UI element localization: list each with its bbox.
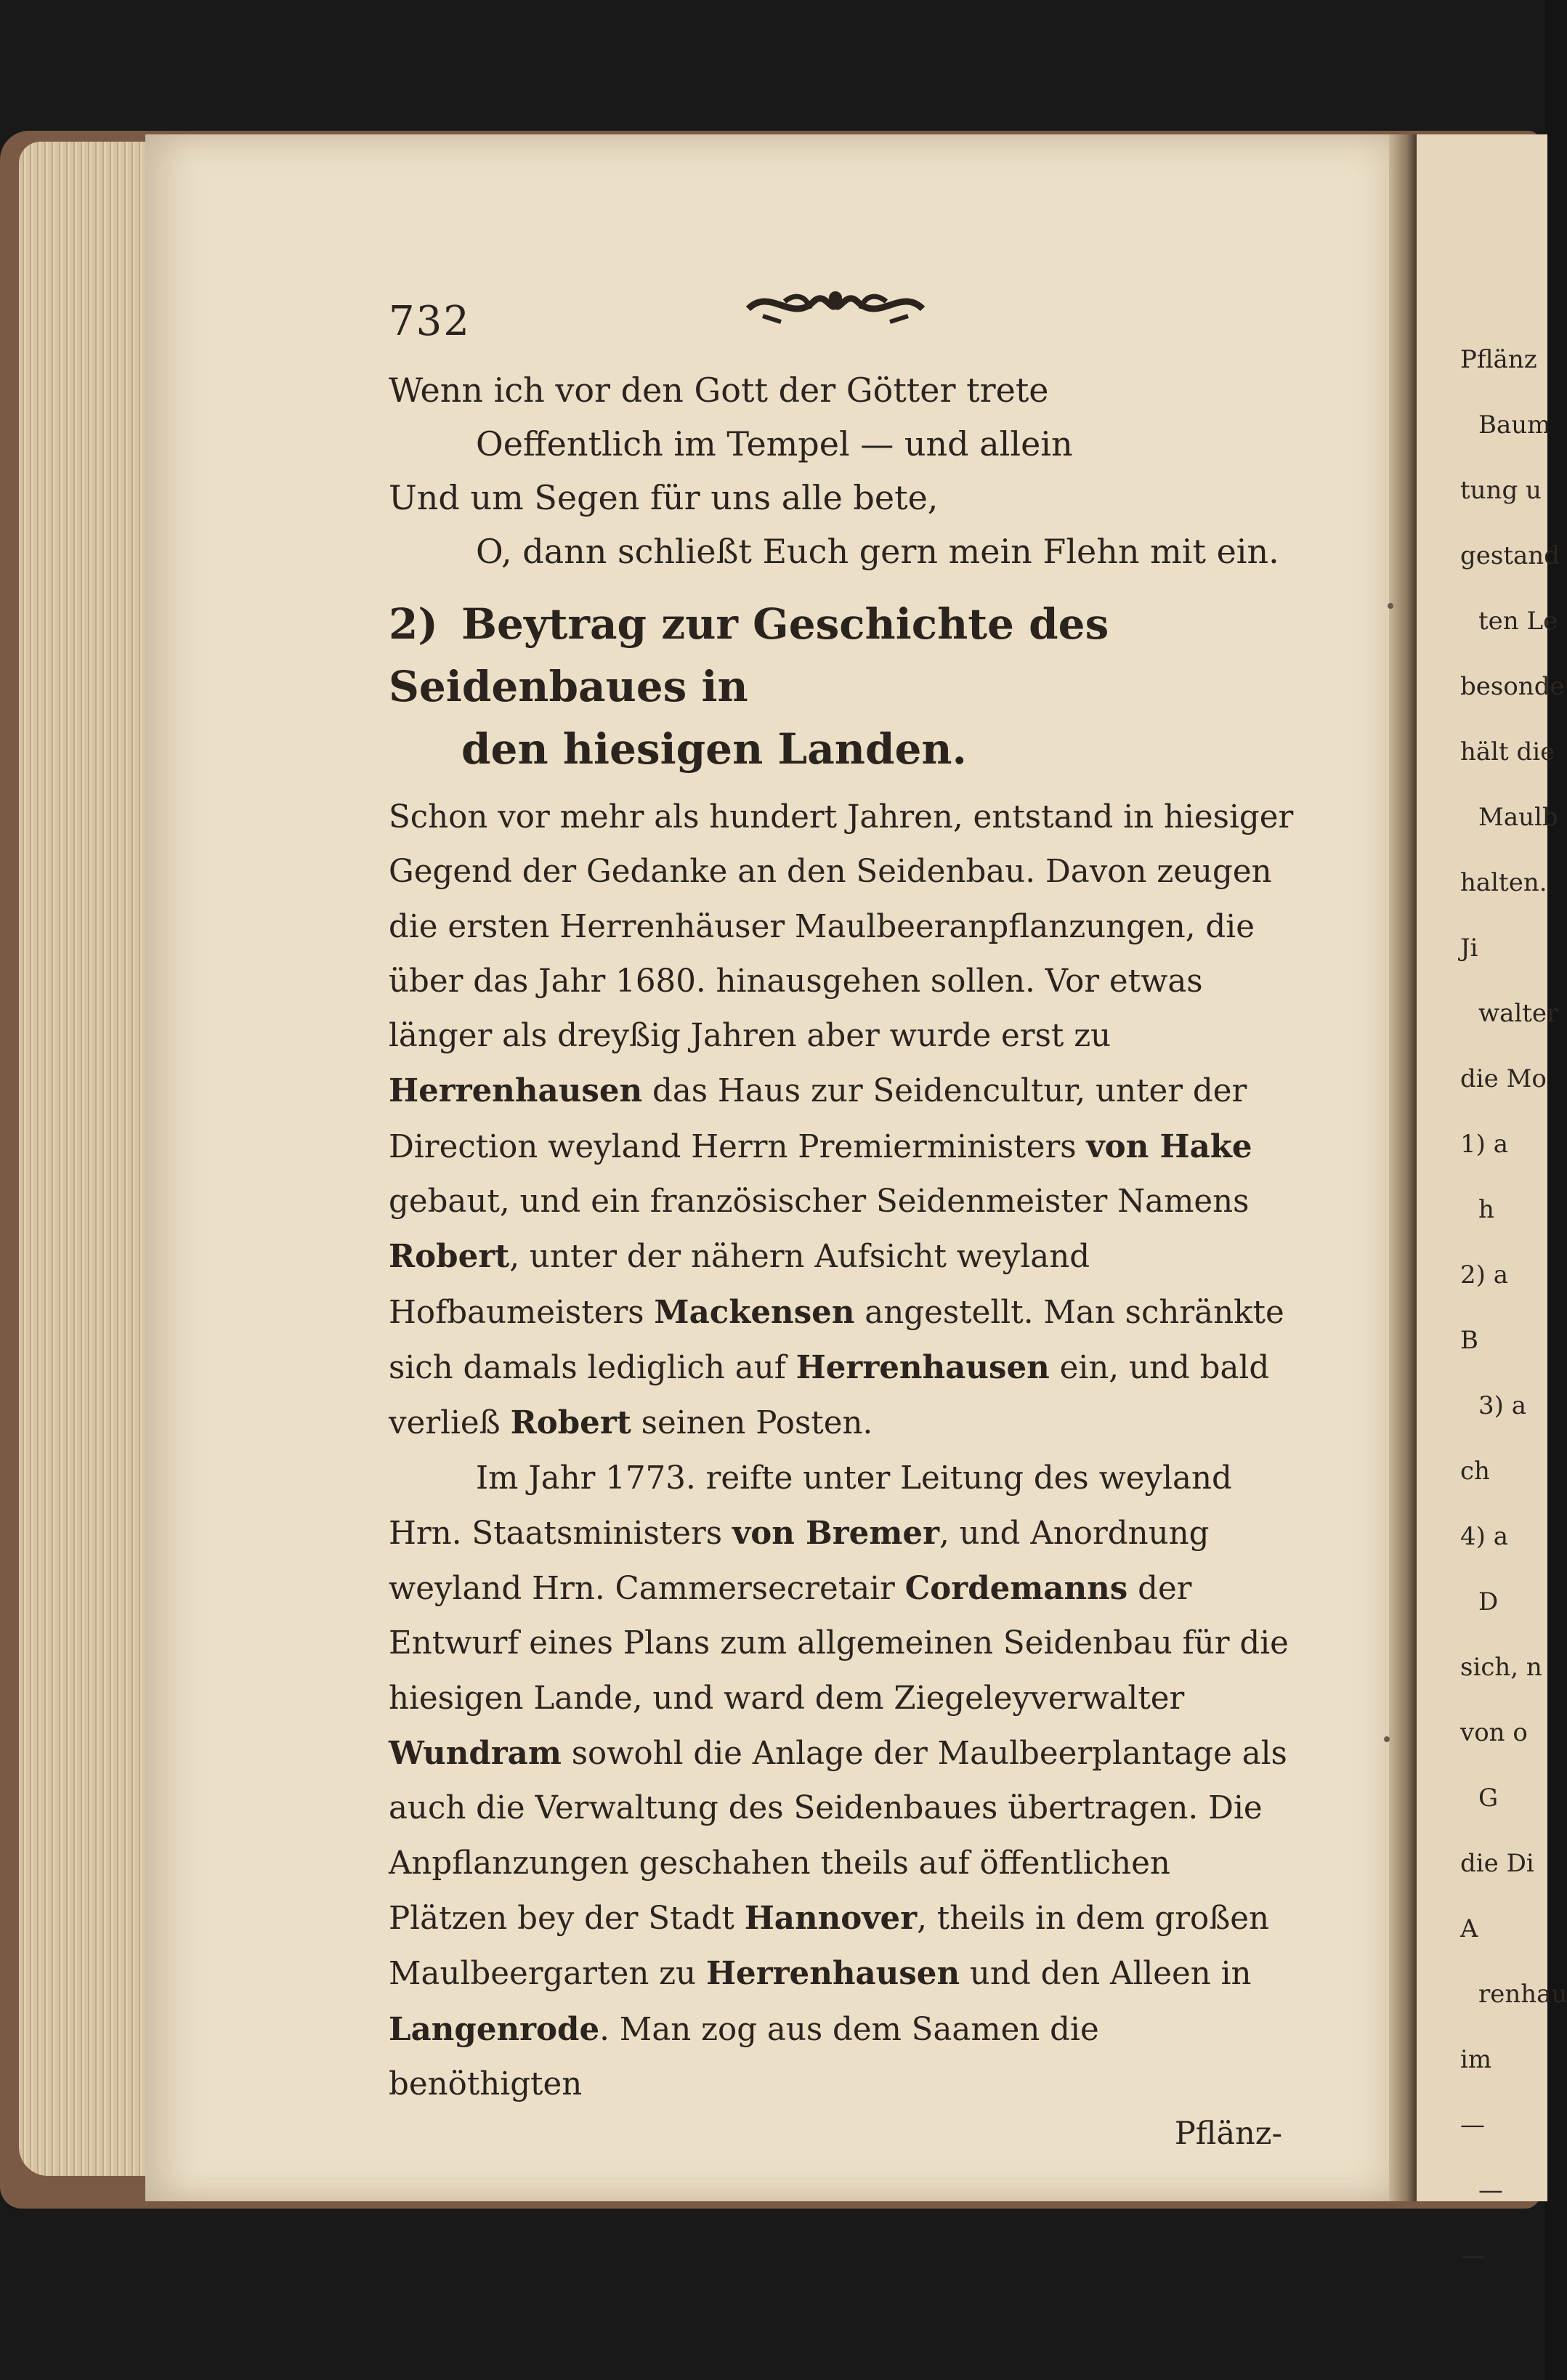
stain-mark — [1384, 1736, 1390, 1742]
facing-page-fragment: — — [1478, 2176, 1503, 2205]
facing-page-fragment: von o — [1460, 1718, 1528, 1747]
facing-page-fragment: G — [1478, 1784, 1499, 1813]
facing-page-fragment: ten Le — [1478, 607, 1558, 636]
paragraph-1-text: ein, und bald verließ — [389, 1349, 1270, 1442]
poem-line: Wenn ich vor den Gott der Götter trete — [389, 371, 1049, 410]
book-gutter — [1389, 134, 1418, 2201]
heading-line-1: Beytrag zur Geschichte des Seidenbaues in — [389, 599, 1109, 711]
emphasis-wundram: Wundram — [389, 1735, 562, 1773]
facing-page-fragment: die Mo — [1460, 1064, 1547, 1093]
emphasis-cordemanns: Cordemanns — [904, 1570, 1128, 1608]
paragraph-1-text: angestellt. Man schränkte sich damals lediglich auf — [389, 1294, 1284, 1386]
paragraph-2 — [389, 1452, 1297, 2113]
facing-page-fragment: halten. — [1460, 868, 1547, 897]
emphasis-robert: Robert — [389, 1238, 510, 1276]
emphasis-herrenhausen: Herrenhausen — [389, 1072, 643, 1110]
page-text — [389, 363, 1297, 2156]
emphasis-herrenhausen: Herrenhausen — [705, 1955, 960, 1993]
ornament-icon — [741, 280, 930, 331]
facing-page-fragment: h — [1478, 1195, 1494, 1224]
poem-line: Und um Segen für uns alle bete, — [389, 478, 939, 517]
paragraph-1-text: gebaut, und ein französischer Seidenmeister Namens — [389, 1183, 1250, 1221]
heading-number: 2) — [389, 599, 438, 649]
facing-page-fragment: Pflänz — [1460, 345, 1537, 374]
paragraph-1-text: Schon vor mehr als hundert Jahren, entstand in hiesiger Gegend der Gedanke an den Seidenbau. Davon zeugen die ersten Herrenhäuser Maulbeeranpflanzungen, die über das Jahr 1680. hinausgehen sollen. Vor etwas länger als dreyßig Jahren aber wurde erst zu — [389, 799, 1294, 1055]
emphasis-herrenhausen: Herrenhausen — [795, 1348, 1050, 1386]
poem-line: Oeffentlich im Tempel — und allein — [476, 424, 1073, 464]
facing-page-fragment: — — [1460, 2241, 1485, 2270]
poem — [389, 363, 1297, 578]
facing-page-fragment: D — [1478, 1587, 1499, 1616]
facing-page — [1417, 134, 1567, 2270]
paragraph-2-text: sowohl die Anlage der Maulbeerplantage als auch die Verwaltung des Seidenbaues übertragen. Die Anpflanzungen geschahen theils auf öffentlichen Plätzen bey der Stadt — [389, 1736, 1287, 1937]
facing-page-fragment: gestand — [1460, 541, 1560, 570]
paragraph-2-text: , theils in dem großen Maulbeergarten zu — [389, 1900, 1270, 1993]
facing-page-fragment: — — [1460, 2110, 1485, 2140]
facing-page-fragment: die Di — [1460, 1849, 1534, 1878]
paragraph-2-text: , und Anordnung weyland Hrn. Cammersecretair — [389, 1515, 1210, 1608]
emphasis-mackensen: Mackensen — [654, 1293, 855, 1331]
stain-mark — [1388, 603, 1393, 609]
emphasis-von-bremer: von Bremer — [732, 1514, 939, 1552]
emphasis-hannover: Hannover — [744, 1899, 918, 1937]
facing-page-fragment: im — [1460, 2045, 1492, 2074]
paragraph-1-text: , unter der nähern Aufsicht weyland Hofbaumeisters — [389, 1239, 1090, 1331]
facing-page-fragment: hält die — [1460, 737, 1555, 766]
facing-page-fragment: walter — [1478, 999, 1559, 1028]
paragraph-1-text: seinen Posten. — [631, 1405, 873, 1442]
facing-page-fragment: B — [1460, 1326, 1478, 1355]
facing-page-fragment: sich, n — [1460, 1653, 1542, 1682]
facing-page-fragment: 3) a — [1478, 1391, 1526, 1420]
paragraph-2-text: der Entwurf eines Plans zum allgemeinen Seidenbau für die hiesigen Lande, und ward dem Ziegeleyverwalter — [389, 1571, 1289, 1717]
paragraph-1 — [389, 790, 1297, 1452]
facing-page-fragment: 1) a — [1460, 1130, 1508, 1159]
paragraph-2-text: . Man zog aus dem Saamen die benöthigten — [389, 2011, 1099, 2102]
paragraph-2-text: und den Alleen in — [960, 1956, 1252, 1993]
emphasis-robert: Robert — [510, 1404, 631, 1442]
paragraph-2-text: Im Jahr 1773. reifte unter Leitung des weyland Hrn. Staatsministers — [389, 1460, 1232, 1552]
facing-page-fragment: 4) a — [1460, 1522, 1508, 1551]
facing-page-fragment: A — [1460, 1914, 1478, 1943]
heading-line-2: den hiesigen Landen. — [461, 724, 967, 774]
facing-page-fragment: 2) a — [1460, 1260, 1508, 1290]
emphasis-langenrode: Langenrode — [389, 2010, 600, 2048]
facing-page-fragment: Baum — [1478, 410, 1551, 440]
poem-line: O, dann schließt Euch gern mein Flehn mit ein. — [476, 532, 1279, 571]
facing-page-fragment: Ji — [1460, 934, 1478, 963]
page-number: 732 — [389, 298, 471, 345]
facing-page-fragment: renhau — [1478, 1980, 1567, 2009]
emphasis-von-hake: von Hake — [1086, 1128, 1252, 1165]
catchword: Pflänz- — [1174, 2116, 1282, 2153]
section-heading — [389, 593, 1297, 780]
facing-page-fragment: besonde — [1460, 672, 1565, 701]
facing-page-fragment: Maulb — [1478, 803, 1558, 832]
facing-page-fragment: ch — [1460, 1457, 1490, 1486]
facing-page-fragment: tung u — [1460, 476, 1542, 505]
paragraph-1-text: das Haus zur Seidencultur, unter der Direction weyland Herrn Premierministers — [389, 1073, 1247, 1165]
